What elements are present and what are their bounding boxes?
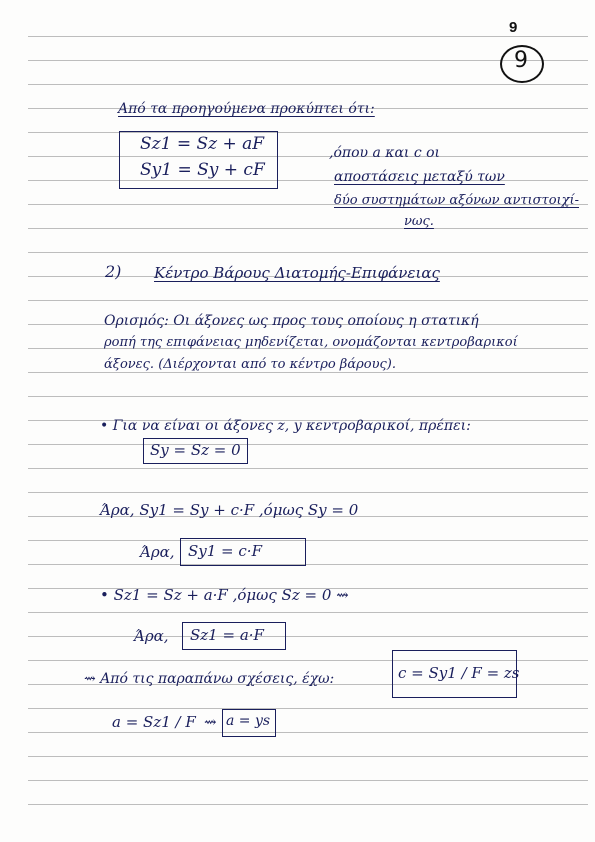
final-formula-2: a = ys (226, 713, 271, 729)
ruled-line (28, 228, 588, 229)
ruled-line (28, 708, 588, 709)
ruled-line (28, 444, 588, 445)
note-line-4: νως. (404, 214, 434, 229)
final-line-2-left: a = Sz1 / F (112, 713, 196, 731)
ruled-line (28, 492, 588, 493)
handwritten-page-number: 9 (514, 48, 528, 73)
ara-formula-3: Sz1 = a·F (190, 626, 264, 644)
definition-line-1: Ορισμός: Οι άξονες ως προς τους οποίους η στατική (104, 313, 479, 329)
formula-sy1: Sy1 = Sy + cF (140, 160, 265, 180)
section-number: 2) (105, 262, 122, 281)
ruled-line (28, 564, 588, 565)
ruled-line (28, 540, 588, 541)
ruled-line (28, 756, 588, 757)
condition-formula: Sy = Sz = 0 (150, 441, 241, 459)
definition-line-3: άξονες. (Διέρχονται από το κέντρο βάρους). (104, 357, 396, 372)
ara-label-3: Άρα, (134, 627, 169, 645)
ruled-line (28, 396, 588, 397)
ruled-line (28, 132, 588, 133)
formula-sz1: Sz1 = Sz + aF (140, 134, 265, 154)
ruled-line (28, 36, 588, 37)
ruled-line (28, 804, 588, 805)
definition-line-2: ροπή της επιφάνειας μηδενίζεται, ονομάζονται κεντροβαρικοί (104, 335, 518, 350)
ruled-line (28, 780, 588, 781)
ruled-line (28, 612, 588, 613)
final-line: ⇝ Από τις παραπάνω σχέσεις, έχω: (84, 671, 335, 687)
sz-line: • Sz1 = Sz + a·F ,όμως Sz = 0 ⇝ (100, 586, 349, 604)
ruled-line (28, 156, 588, 157)
intro-line: Από τα προηγούμενα προκύπτει ότι: (118, 101, 375, 117)
final-line-2-arrow: ⇝ (204, 713, 217, 731)
ruled-line (28, 468, 588, 469)
note-line-1: ,όπου a και c οι (329, 145, 441, 161)
ara-label-2: Άρα, (140, 543, 175, 561)
ara-formula-2: Sy1 = c·F (188, 542, 262, 560)
ara-line-1: Άρα, Sy1 = Sy + c·F ,όμως Sy = 0 (100, 501, 359, 519)
note-line-2: αποστάσεις μεταξύ των (334, 169, 505, 185)
note-line-3: δύο συστημάτων αξόνων αντιστοιχί- (334, 193, 580, 208)
ruled-line (28, 372, 588, 373)
ruled-line (28, 84, 588, 85)
condition-line: • Για να είναι οι άξονες z, y κεντροβαρικοί, πρέπει: (100, 418, 471, 434)
ruled-line (28, 636, 588, 637)
ruled-line (28, 732, 588, 733)
ruled-line (28, 300, 588, 301)
final-formula: c = Sy1 / F = zs (398, 664, 520, 682)
printed-page-number: 9 (509, 19, 518, 36)
section-title: Κέντρο Βάρους Διατομής-Επιφάνειας (154, 264, 440, 282)
ruled-line (28, 252, 588, 253)
